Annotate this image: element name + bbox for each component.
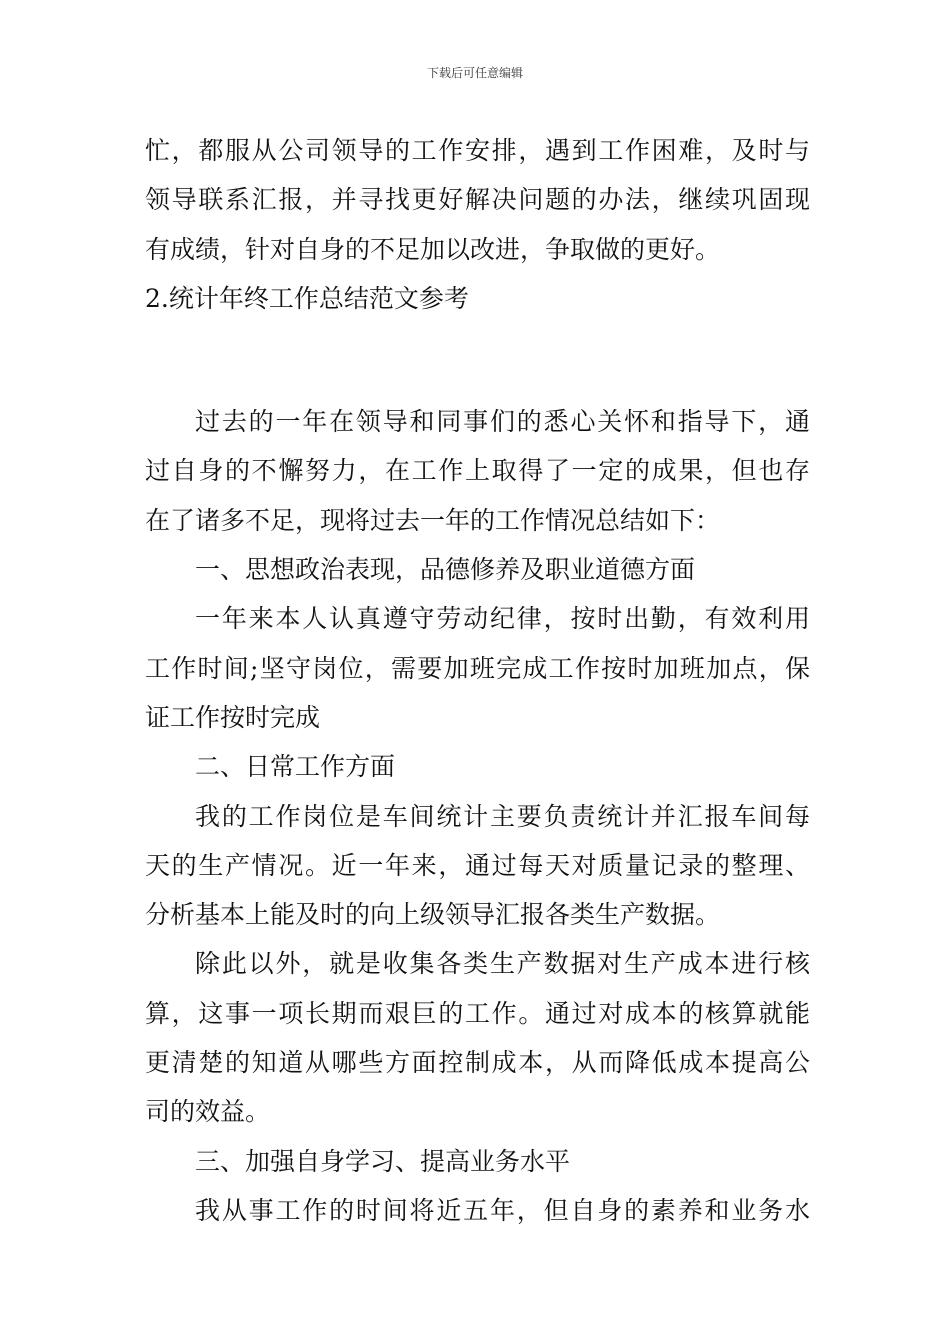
- text-line: 工作时间;坚守岗位，需要加班完成工作按时加班加点，保: [145, 653, 810, 683]
- text-line: 分析基本上能及时的向上级领导汇报各类生产数据。: [145, 900, 721, 930]
- text-line: 领导联系汇报，并寻找更好解决问题的办法，继续巩固现: [145, 185, 810, 215]
- paragraph-start-line: 我从事工作的时间将近五年，但自身的素养和业务水: [195, 1195, 810, 1225]
- section-heading: 2.统计年终工作总结范文参考: [145, 283, 469, 313]
- document-body: [145, 126, 810, 1235]
- text-line: 有成绩，针对自身的不足加以改进，争取做的更好。: [145, 234, 721, 264]
- blank-spacer: [145, 323, 810, 397]
- page-header: 下载后可任意编辑: [426, 66, 523, 80]
- paragraph-start-line: 一年来本人认真遵守劳动纪律，按时出勤，有效利用: [195, 604, 810, 634]
- text-line: 司的效益。: [145, 1097, 271, 1127]
- text-line: 证工作按时完成: [145, 702, 321, 732]
- text-line: 在了诸多不足，现将过去一年的工作情况总结如下：: [145, 505, 721, 535]
- text-line: 更清楚的知道从哪些方面控制成本，从而降低成本提高公: [145, 1048, 810, 1078]
- text-line: 算，这事一项长期而艰巨的工作。通过对成本的核算就能: [145, 998, 810, 1028]
- text-line: 天的生产情况。近一年来，通过每天对质量记录的整理、: [145, 850, 810, 880]
- subsection-heading: 一、思想政治表现，品德修养及职业道德方面: [195, 555, 696, 585]
- subsection-heading: 二、日常工作方面: [195, 752, 396, 782]
- subsection-heading: 三、加强自身学习、提高业务水平: [195, 1146, 571, 1176]
- text-line: 忙，都服从公司领导的工作安排，遇到工作困难，及时与: [145, 136, 810, 165]
- paragraph-start-line: 过去的一年在领导和同事们的悉心关怀和指导下，通: [195, 407, 810, 437]
- text-line: 过自身的不懈努力，在工作上取得了一定的成果，但也存: [145, 456, 810, 486]
- paragraph-start-line: 除此以外，就是收集各类生产数据对生产成本进行核: [195, 949, 810, 979]
- paragraph-start-line: 我的工作岗位是车间统计主要负责统计并汇报车间每: [195, 801, 810, 831]
